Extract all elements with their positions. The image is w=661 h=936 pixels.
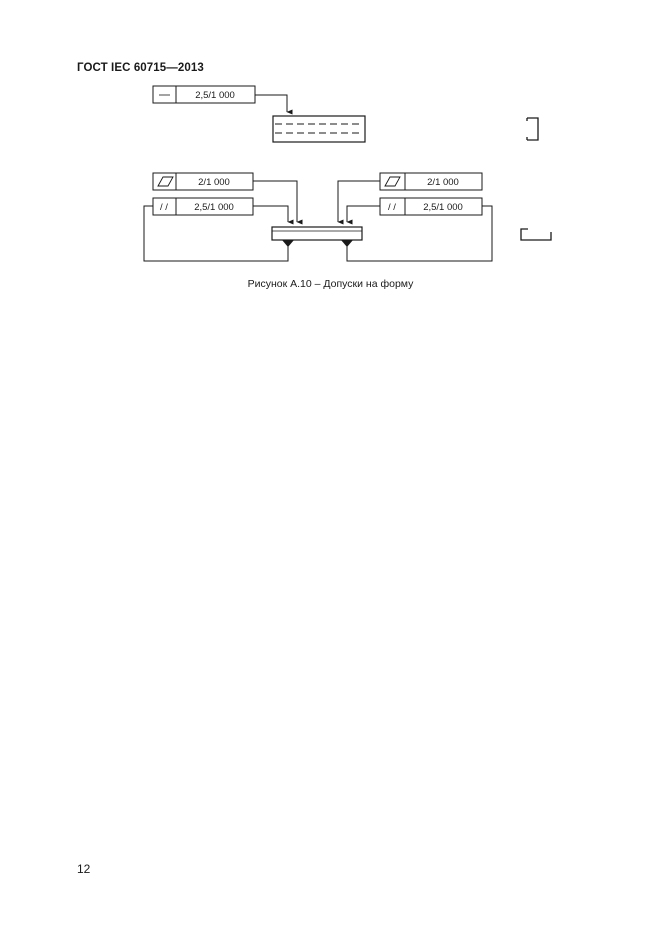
parallel-symbol-icon: / / — [160, 202, 168, 213]
leader-lines — [144, 181, 492, 261]
tolerance-frame-flatness-right — [380, 173, 482, 190]
profile-section-icon — [527, 118, 538, 140]
flatness-symbol-icon — [385, 177, 400, 186]
tolerance-frame-parallel-right — [380, 198, 482, 215]
flatness-value-left: 2/1 000 — [198, 177, 230, 188]
form-tolerance-figure — [0, 0, 661, 300]
document-header: ГОСТ IEC 60715—2013 — [77, 62, 204, 74]
flatness-symbol-icon — [158, 177, 173, 186]
parallel-value-left: 2,5/1 000 — [194, 202, 234, 213]
top-part-drawing — [273, 116, 365, 142]
datum-triangle-icon — [341, 240, 353, 247]
tolerance-frame-flatness-left — [153, 173, 253, 190]
straightness-value: 2,5/1 000 — [195, 90, 235, 101]
tolerance-frame-parallel-left — [153, 198, 253, 215]
figure-caption: Рисунок А.10 – Допуски на форму — [247, 278, 414, 290]
parallel-value-right: 2,5/1 000 — [423, 202, 463, 213]
channel-profile-icon — [521, 229, 551, 240]
bottom-part-drawing — [272, 227, 362, 247]
datum-triangle-icon — [282, 240, 294, 247]
flatness-value-right: 2/1 000 — [427, 177, 459, 188]
tolerance-frame-straightness — [153, 86, 255, 103]
parallel-symbol-icon: / / — [388, 202, 396, 213]
page-number: 12 — [77, 862, 91, 876]
